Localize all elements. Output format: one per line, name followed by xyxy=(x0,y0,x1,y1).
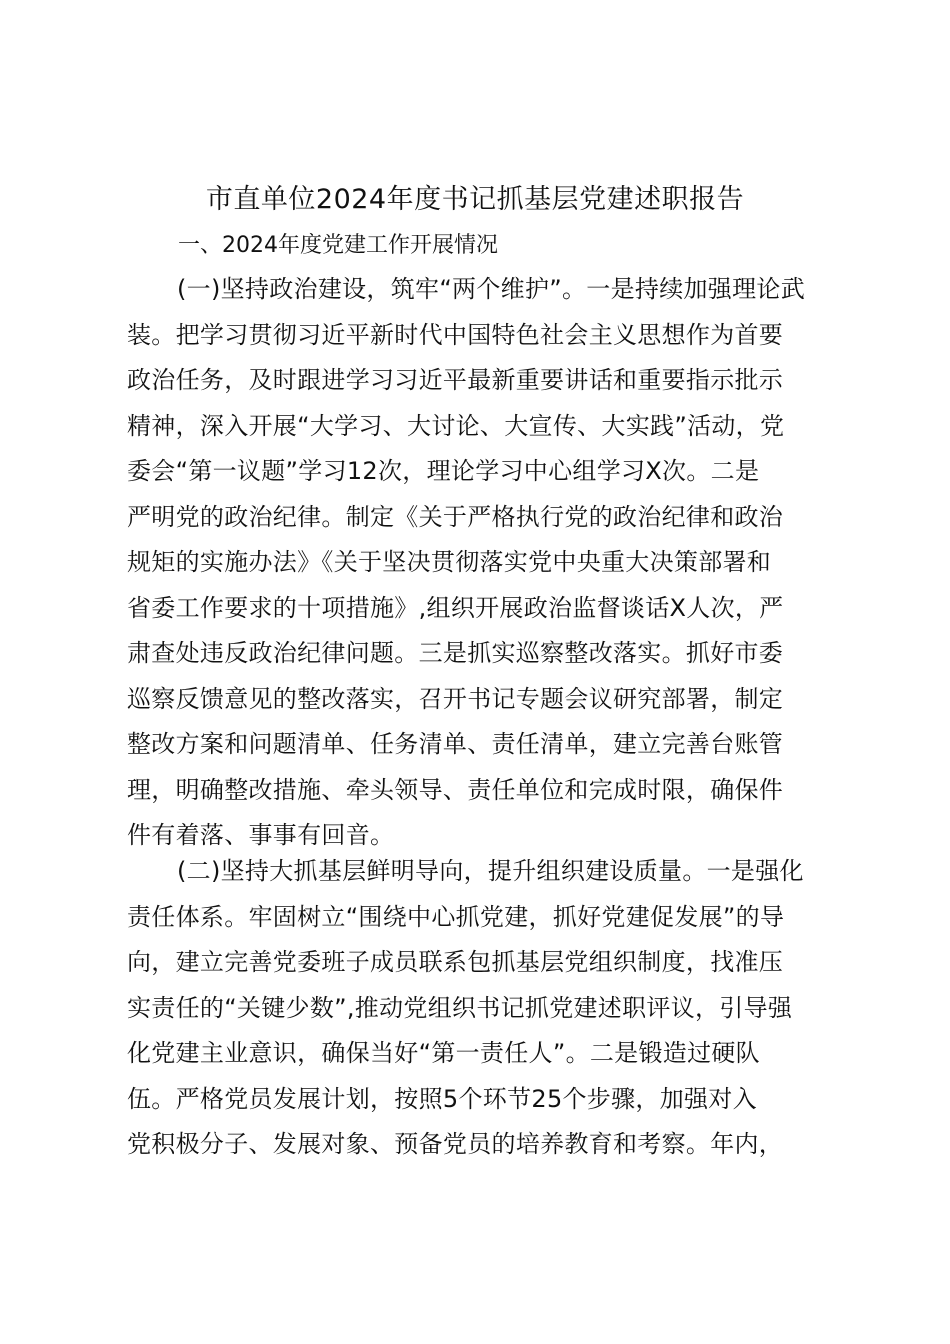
paragraph-line: 肃查处违反政治纪律问题。三是抓实巡察整改落实。抓好市委 xyxy=(127,639,784,667)
paragraph-1 xyxy=(127,267,827,859)
paragraph-2 xyxy=(127,849,827,1168)
document-title: 市直单位2024年度书记抓基层党建述职报告 xyxy=(205,184,745,215)
paragraph-line: 整改方案和问题清单、任务清单、责任清单，建立完善台账管 xyxy=(127,730,784,758)
paragraph-line: 党积极分子、发展对象、预备党员的培养教育和考察。年内， xyxy=(127,1130,784,1158)
paragraph-line: 省委工作要求的十项措施》,组织开展政治监督谈话X人次，严 xyxy=(127,593,784,622)
paragraph-line: 化党建主业意识，确保当好“第一责任人”。二是锻造过硬队 xyxy=(127,1039,760,1067)
paragraph-line: 实责任的“关键少数”,推动党组织书记抓党建述职评议，引导强 xyxy=(127,993,793,1022)
paragraph-line: 严明党的政治纪律。制定《关于严格执行党的政治纪律和政治 xyxy=(127,502,784,531)
section-heading: 一、2024年度党建工作开展情况 xyxy=(178,233,498,258)
paragraph-line: 规矩的实施办法》《关于坚决贯彻落实党中央重大决策部署和 xyxy=(127,548,772,576)
paragraph-line: 向，建立完善党委班子成员联系包抓基层党组织制度，找准压 xyxy=(127,948,784,976)
paragraph-line: 件有着落、事事有回音。 xyxy=(127,821,395,849)
paragraph-line: 巡察反馈意见的整改落实，召开书记专题会议研究部署，制定 xyxy=(127,684,784,713)
paragraph-line: (二)坚持大抓基层鲜明导向，提升组织建设质量。一是强化 xyxy=(177,857,804,885)
paragraph-line: 委会“第一议题”学习12次，理论学习中心组学习X次。二是 xyxy=(127,457,760,485)
paragraph-line: (一)坚持政治建设，筑牢“两个维护”。一是持续加强理论武 xyxy=(177,275,805,303)
paragraph-line: 伍。严格党员发展计划，按照5个环节25个步骤，加强对入 xyxy=(127,1084,757,1113)
paragraph-line: 理，明确整改措施、牵头领导、责任单位和完成时限，确保件 xyxy=(127,775,784,804)
paragraph-line: 政治任务，及时跟进学习习近平最新重要讲话和重要指示批示 xyxy=(127,366,784,394)
paragraph-line: 装。把学习贯彻习近平新时代中国特色社会主义思想作为首要 xyxy=(127,320,784,349)
paragraph-line: 精神，深入开展“大学习、大讨论、大宣传、大实践”活动，党 xyxy=(127,411,785,440)
paragraph-line: 责任体系。牢固树立“围绕中心抓党建，抓好党建促发展”的导 xyxy=(127,902,785,931)
